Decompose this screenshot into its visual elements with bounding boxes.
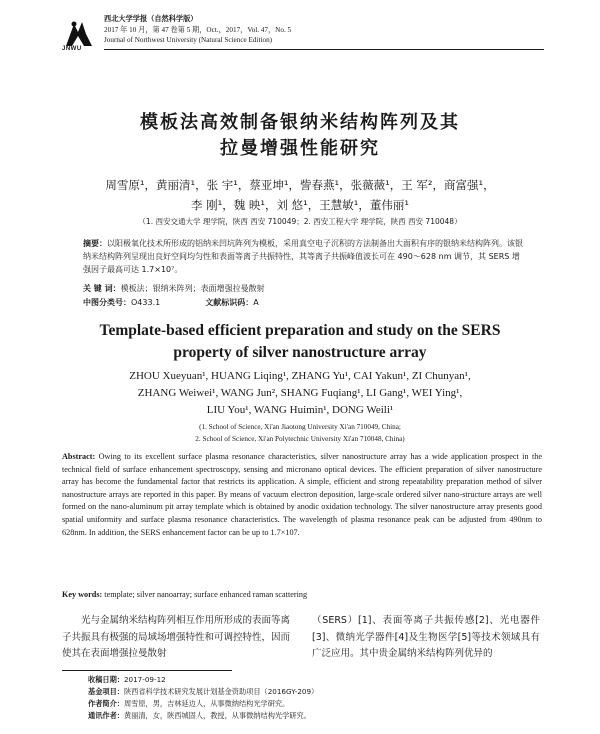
clc-value: O433.1: [131, 298, 161, 307]
title-en-line1: Template-based efficient preparation and study on the SERS: [99, 322, 501, 339]
abstract-cn-label: 摘要：: [83, 239, 107, 248]
affiliation-en-line2: 2. School of Science, Xi'an Polytechnic University Xi'an 710048, China): [195, 435, 405, 443]
keywords-en-label: Key words:: [62, 590, 103, 599]
abstract-cn-text: 以阳极氧化技术所形成的铝纳米凹坑阵列为模板，采用真空电子沉积的方法制备出大面积有序的银纳米结构阵列。该银纳米结构阵列呈现出良好空间均匀性和表面等离子共振特性，其等离子共振峰值波长可在 490～628 nm 调节，其 SERS 增强因子最高可达 1.7×10⁷。: [83, 239, 523, 274]
footnote-divider: [62, 670, 232, 671]
authors-en-line3: LIU You¹, WANG Huimin¹, DONG Weili¹: [206, 404, 394, 416]
footnote-corresponding: 通讯作者：黄丽清，女，陕西城固人，教授，从事微纳结构光学研究。: [88, 711, 311, 720]
keywords-cn: [83, 282, 523, 295]
journal-issue: 2017 年 10 月，第 47 卷第 5 期，Oct.，2017，Vol. 47，No. 5: [104, 25, 292, 34]
abstract-en-label: Abstract:: [62, 452, 96, 461]
authors-cn-line2: 李 刚¹，魏 映¹，刘 悠¹，王慧敏¹，董伟丽¹: [190, 198, 409, 212]
keywords-en: [62, 589, 542, 602]
authors-cn-line1: 周雪原¹，黄丽清¹，张 宇¹，蔡亚坤¹，訾春燕¹，张薇薇¹，王 军²，商富强¹，: [105, 178, 495, 192]
authors-en-line2: ZHANG Weiwei¹, WANG Jun², SHANG Fuqiang¹, LI Gang¹, WEI Ying¹,: [137, 387, 463, 399]
title-cn-line2: 拉曼增强性能研究: [220, 138, 380, 159]
doc-code-label: 文献标识码：: [205, 298, 254, 307]
affiliation-en-line1: (1. School of Science, Xi'an Jiaotong University Xi'an 710049, China;: [199, 423, 401, 431]
body-column-right: （SERS）[1]、表面等离子共振传感[2]、光电器件[3]、微纳光学器件[4]及生物医学[5]等技术领域具有广泛应用。其中贵金属纳米结构阵列优异的: [312, 615, 540, 659]
abstract-en-text: Owing to its excellent surface plasma resonance characteristics, silver nanostructure array has a wide application prospect in the technical field of surface enhancement spectroscopy, sensing and micronano optical devices. The efficient preparation of silver nanostructure array has become the fundamental factor that restricts its application. A simple, efficient and strong repeatability preparation method of silver nanostructure arrays are reported in this paper. By means of vacuum electron deposition, large-scale ordered silver nano-structure arrays are well formed on the nano-aluminum pit array template which is obtained by anodic oxidation technology. The silver nanostructure array presents good spatial uniformity and surface plasma resonance characteristics. The wavelength of plasma resonance peak can be adjusted from 490nm to 628nm. In addition, the SERS enhancement factor can be up to 1.7×107.: [62, 452, 542, 537]
authors-en-line1: ZHOU Xueyuan¹, HUANG Liqing¹, ZHANG Yu¹, CAI Yakun¹, ZI Chunyan¹,: [129, 370, 471, 382]
journal-header: [104, 14, 291, 46]
abstract-cn: [83, 237, 523, 276]
keywords-cn-text: 模板法；银纳米阵列；表面增强拉曼散射: [120, 284, 265, 293]
abstract-en: [62, 451, 542, 539]
journal-logo-text: JNWU: [62, 46, 82, 52]
footnote-author: 作者简介：周雪原，男，吉林延边人，从事微纳结构光学研究。: [88, 699, 290, 708]
footnote-received: 收稿日期：2017-09-12: [88, 675, 166, 684]
title-cn-line1: 模板法高效制备银纳米结构阵列及其: [140, 112, 460, 133]
footnotes: [88, 674, 318, 722]
clc-label: 中图分类号：: [83, 298, 131, 307]
journal-name-en: Journal of Northwest University (Natural Science Edition): [104, 36, 273, 44]
affiliation-cn: （1. 西安交通大学 理学院，陕西 西安 710049；2. 西安工程大学 理学院，陕西 西安 710048）: [138, 217, 462, 226]
title-en-line2: property of silver nanostructure array: [173, 344, 427, 361]
journal-name-cn: 西北大学学报（自然科学版）: [104, 15, 198, 23]
keywords-en-text: template; silver nanoarray; surface enhanced raman scattering: [102, 590, 308, 599]
keywords-cn-label: 关 键 词：: [83, 284, 121, 293]
footnote-fund: 基金项目：陕西省科学技术研究发展计划基金资助项目（2016GY-209）: [88, 687, 319, 696]
body-column-left: 光与金属纳米结构阵列相互作用所形成的表面等离子共振具有极强的局域场增强特性和可调控特性，因而使其在表面增强拉曼散射: [62, 615, 291, 659]
header-divider: [104, 49, 544, 50]
doc-code-value: A: [253, 298, 259, 307]
classification-cn: [83, 296, 523, 309]
